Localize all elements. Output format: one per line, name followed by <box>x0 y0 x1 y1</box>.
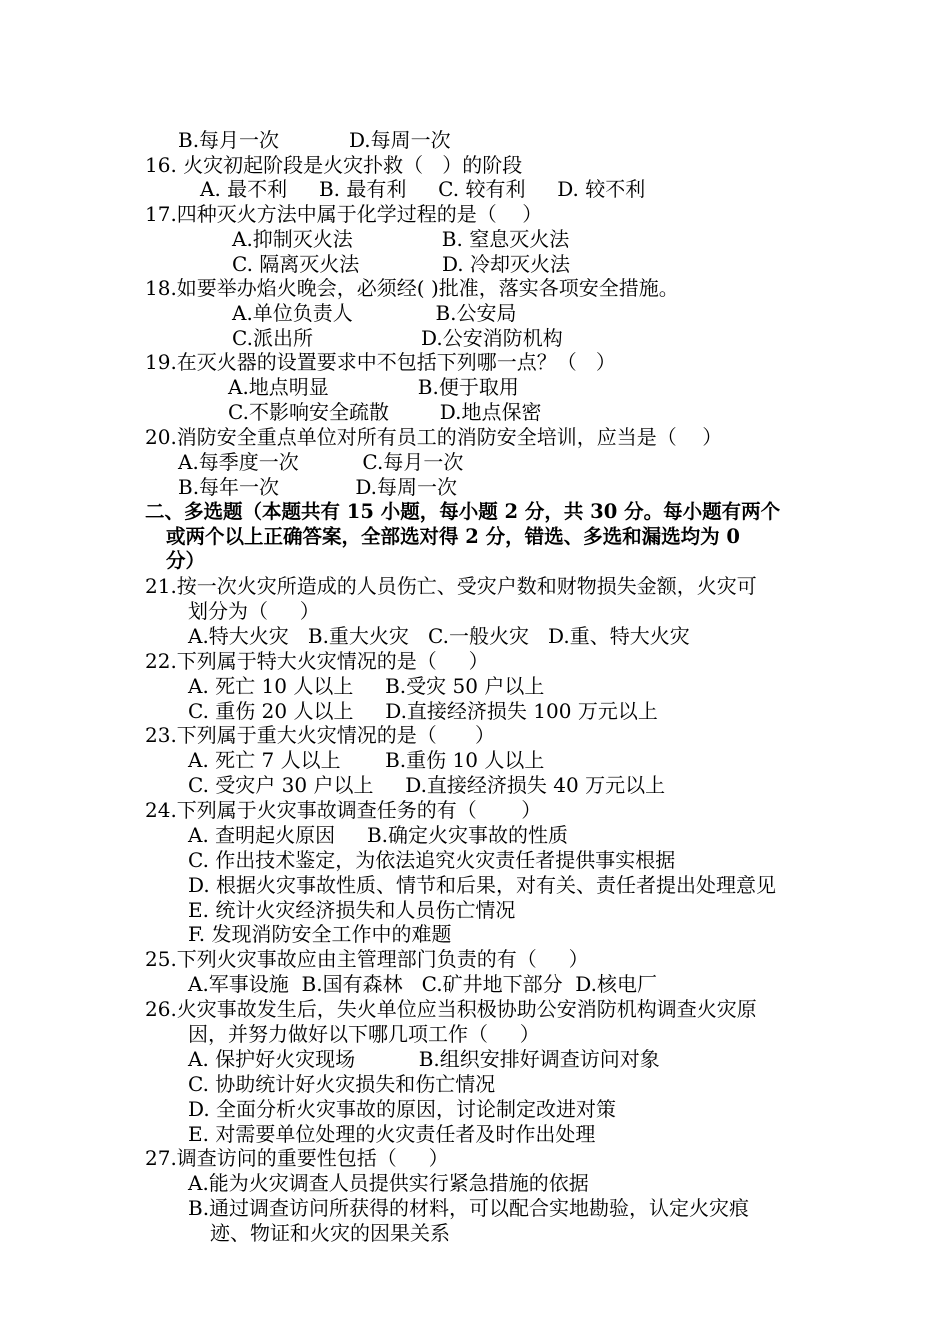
text-line: A. 保护好火灾现场 B.组织安排好调查访问对象 <box>188 1047 660 1071</box>
text-line: C. 作出技术鉴定，为依法追究火灾责任者提供事实根据 <box>188 848 676 872</box>
text-line: A.地点明显 B.便于取用 <box>228 375 519 399</box>
text-line: D. 全面分析火灾事故的原因，讨论制定改进对策 <box>188 1097 617 1121</box>
text-line: D. 根据火灾事故性质、情节和后果，对有关、责任者提出处理意见 <box>188 873 777 897</box>
text-line: 20.消防安全重点单位对所有员工的消防安全培训，应当是（ ） <box>145 425 723 449</box>
text-line: A.每季度一次 C.每月一次 <box>178 450 464 474</box>
text-line: 迹、物证和火灾的因果关系 <box>210 1221 450 1245</box>
text-line: B.每年一次 D.每周一次 <box>178 475 458 499</box>
text-line: 划分为（ ） <box>188 599 320 623</box>
text-line: A.军事设施 B.国有森林 C.矿井地下部分 D.核电厂 <box>188 972 657 996</box>
text-line: 17.四种灭火方法中属于化学过程的是（ ） <box>145 202 543 226</box>
text-line: 21.按一次火灾所造成的人员伤亡、受灾户数和财物损失金额，火灾可 <box>145 574 757 598</box>
text-line: C. 重伤 20 人以上 D.直接经济损失 100 万元以上 <box>188 699 658 723</box>
text-line: C. 隔离灭火法 D. 冷却灭火法 <box>232 252 570 276</box>
text-line: 27.调查访问的重要性包括（ ） <box>145 1146 449 1170</box>
text-line: 22.下列属于特大火灾情况的是（ ） <box>145 649 489 673</box>
text-line: A. 查明起火原因 B.确定火灾事故的性质 <box>188 823 568 847</box>
text-line: E. 统计火灾经济损失和人员伤亡情况 <box>188 898 516 922</box>
text-line: B.每月一次 D.每周一次 <box>178 128 451 152</box>
text-line: 24.下列属于火灾事故调查任务的有（ ） <box>145 798 542 822</box>
text-line: A.特大火灾 B.重大火灾 C.一般火灾 D.重、特大火灾 <box>188 624 690 648</box>
text-line: 分） <box>166 549 206 572</box>
text-line: A. 死亡 7 人以上 B.重伤 10 人以上 <box>188 748 545 772</box>
text-line: A.抑制灭火法 B. 窒息灭火法 <box>232 227 570 251</box>
text-line: A.能为火灾调查人员提供实行紧急措施的依据 <box>188 1171 589 1195</box>
text-line: A. 死亡 10 人以上 B.受灾 50 户以上 <box>188 674 545 698</box>
text-line: 23.下列属于重大火灾情况的是（ ） <box>145 723 495 747</box>
text-line: 25.下列火灾事故应由主管理部门负责的有（ ） <box>145 947 589 971</box>
text-line: 二、多选题（本题共有 15 小题，每小题 2 分，共 30 分。每小题有两个 <box>145 500 781 523</box>
text-line: 19.在灭火器的设置要求中不包括下列哪一点？（ ） <box>145 350 616 374</box>
text-line: 因，并努力做好以下哪几项工作（ ） <box>188 1022 540 1046</box>
text-line: E. 对需要单位处理的火灾责任者及时作出处理 <box>188 1122 596 1146</box>
text-line: A.单位负责人 B.公安局 <box>232 301 517 325</box>
text-line: A. 最不利 B. 最有利 C. 较有利 D. 较不利 <box>200 177 646 201</box>
text-line: B.通过调查访问所获得的材料，可以配合实地勘验，认定火灾痕 <box>188 1196 750 1220</box>
text-line: C. 协助统计好火灾损失和伤亡情况 <box>188 1072 496 1096</box>
text-line: 26.火灾事故发生后，失火单位应当积极协助公安消防机构调查火灾原 <box>145 997 757 1021</box>
text-line: C.不影响安全疏散 D.地点保密 <box>228 400 542 424</box>
text-line: C. 受灾户 30 户以上 D.直接经济损失 40 万元以上 <box>188 773 666 797</box>
text-line: 或两个以上正确答案，全部选对得 2 分，错选、多选和漏选均为 0 <box>166 525 741 548</box>
text-line: F. 发现消防安全工作中的难题 <box>188 922 452 946</box>
text-line: C.派出所 D.公安消防机构 <box>232 326 563 350</box>
text-line: 18.如要举办焰火晚会，必须经( )批准，落实各项安全措施。 <box>145 276 679 300</box>
text-line: 16. 火灾初起阶段是火灾扑救（ ）的阶段 <box>145 153 523 177</box>
